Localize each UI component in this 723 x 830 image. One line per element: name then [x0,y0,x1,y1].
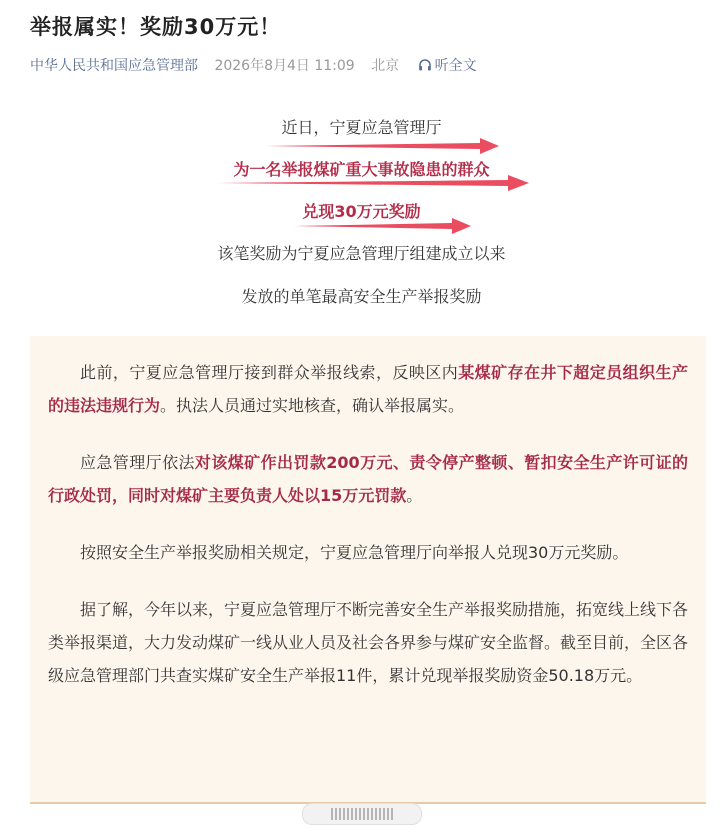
highlight-text: 对该煤矿作出罚款200万元、责令停产整顿、暂扣安全生产许可证的行政处罚，同时对煤矿主要负责人处以15万元罚款 [48,453,688,505]
source-link[interactable]: 中华人民共和国应急管理部 [30,58,198,74]
scroll-indicator[interactable] [302,803,422,825]
article-title: 举报属实！奖励30万元！ [30,15,282,39]
listen-label: 听全文 [434,58,477,74]
highlight-text: 某煤矿存在井下超定员组织生产的违法违规行为 [48,363,688,415]
intro-highlight-line: 为一名举报煤矿重大事故隐患的群众 [233,160,490,179]
body-paragraph: 按照安全生产举报奖励相关规定，宁夏应急管理厅向举报人兑现30万元奖励。 [80,543,629,562]
red-arrow-decoration [266,137,500,155]
body-paragraph: 据了解，今年以来，宁夏应急管理厅不断完善安全生产举报奖励措施，拓宽线上线下各类举报渠道，大力发动煤矿一线从业人员及社会各界参与煤矿安全监督。截至目前，全区各级应急管理部门共查实煤矿安全生产举报11件，累计兑现举报奖励资金50.18万元。 [48,600,689,685]
body-paragraph: 此前，宁夏应急管理厅接到群众举报线索，反映区内某煤矿存在井下超定员组织生产的违法违规行为。执法人员通过实地核查，确认举报属实。 [48,363,688,415]
listen-button[interactable] [418,58,477,74]
intro-line: 发放的单笔最高安全生产举报奖励 [241,287,482,306]
intro-highlight-line: 兑现30万元奖励 [302,202,421,221]
publish-location: 北京 [371,58,400,74]
content-box [30,336,706,804]
intro-section [0,108,723,318]
intro-line: 近日，宁夏应急管理厅 [281,118,442,137]
article-meta [30,55,477,75]
headphones-icon [418,58,432,72]
body-paragraph: 应急管理厅依法对该煤矿作出罚款200万元、责令停产整顿、暂扣安全生产许可证的行政处罚，同时对煤矿主要负责人处以15万元罚款。 [48,453,688,505]
publish-datetime: 2026年8月4日 11:09 [214,58,355,74]
intro-line: 该笔奖励为宁夏应急管理厅组建成立以来 [217,244,506,263]
